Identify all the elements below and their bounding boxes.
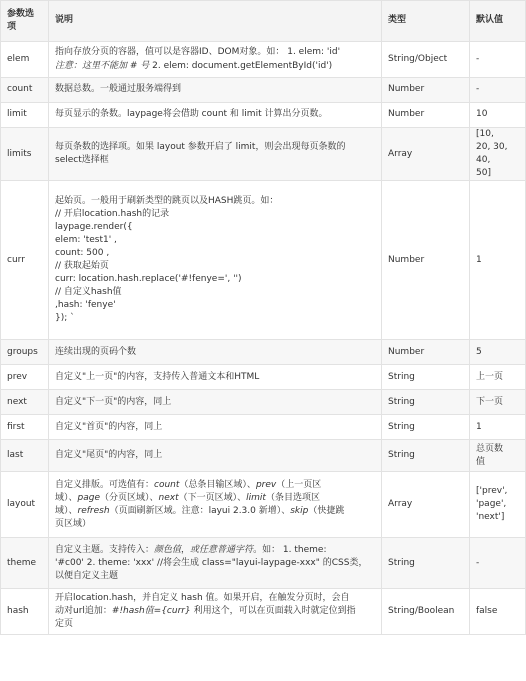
table-row [1, 103, 526, 128]
table-row [1, 440, 526, 472]
param-name: limits [1, 128, 49, 181]
param-default: 10 [470, 103, 526, 128]
table-row [1, 340, 526, 365]
param-description: 自定义"首页"的内容，同上 [49, 415, 382, 440]
param-type: String [382, 390, 470, 415]
param-description: 起始页。一般用于刷新类型的跳页以及HASH跳页。如： // 开启location.hash的记录 laypage.render({ elem: 'test1' , count: 500 , // 获取起始页 curr: location.hash.replace('#!fenye=', '') // 自定义hash值 ,hash: 'fenye' }); ` [49, 181, 382, 340]
table-row [1, 128, 526, 181]
param-type: Array [382, 472, 470, 538]
param-type: String [382, 440, 470, 472]
header-default: 默认值 [470, 1, 526, 42]
param-name: count [1, 78, 49, 103]
param-type: Number [382, 103, 470, 128]
header-desc: 说明 [49, 1, 382, 42]
param-type: String/Boolean [382, 589, 470, 635]
param-description: 连续出现的页码个数 [49, 340, 382, 365]
param-name: groups [1, 340, 49, 365]
param-default: ['prev', 'page', 'next'] [470, 472, 526, 538]
param-type: String [382, 415, 470, 440]
param-description: 开启location.hash，并自定义 hash 值。如果开启，在触发分页时，会自 动对url追加：#!hash值={curr} 利用这个，可以在页面载入时就定位到指 定页 [49, 589, 382, 635]
param-default: - [470, 78, 526, 103]
param-name: layout [1, 472, 49, 538]
param-name: curr [1, 181, 49, 340]
param-default: 总页数 值 [470, 440, 526, 472]
table-row [1, 390, 526, 415]
table-row [1, 42, 526, 78]
param-name: first [1, 415, 49, 440]
param-default: 上一页 [470, 365, 526, 390]
param-name: prev [1, 365, 49, 390]
param-type: Array [382, 128, 470, 181]
param-description: 每页显示的条数。laypage将会借助 count 和 limit 计算出分页数。 [49, 103, 382, 128]
param-description: 自定义"下一页"的内容，同上 [49, 390, 382, 415]
param-type: String [382, 538, 470, 589]
param-default: 1 [470, 415, 526, 440]
param-name: last [1, 440, 49, 472]
param-description: 指向存放分页的容器，值可以是容器ID、DOM对象。如： 1. elem: 'id' 注意：这里不能加 # 号 2. elem: document.getElementById('id') [49, 42, 382, 78]
param-default: [10, 20, 30, 40, 50] [470, 128, 526, 181]
param-name: theme [1, 538, 49, 589]
param-default: 下一页 [470, 390, 526, 415]
table-row [1, 181, 526, 340]
param-description: 自定义主题。支持传入：颜色值，或任意普通字符。如： 1. theme: '#c00' 2. theme: 'xxx' //将会生成 class="layui-laypage-xxx" 的CSS类， 以便自定义主题 [49, 538, 382, 589]
table-row [1, 472, 526, 538]
param-description: 自定义"上一页"的内容，支持传入普通文本和HTML [49, 365, 382, 390]
param-description: 自定义"尾页"的内容，同上 [49, 440, 382, 472]
param-type: String/Object [382, 42, 470, 78]
param-default: 5 [470, 340, 526, 365]
param-description: 数据总数。一般通过服务端得到 [49, 78, 382, 103]
param-default: - [470, 538, 526, 589]
table-body [1, 42, 526, 635]
table-row [1, 365, 526, 390]
param-type: Number [382, 78, 470, 103]
param-default: - [470, 42, 526, 78]
table-row [1, 589, 526, 635]
table-row [1, 538, 526, 589]
header-type: 类型 [382, 1, 470, 42]
table-row [1, 415, 526, 440]
param-default: false [470, 589, 526, 635]
table-row [1, 78, 526, 103]
param-name: next [1, 390, 49, 415]
param-description: 每页条数的选择项。如果 layout 参数开启了 limit，则会出现每页条数的 select选择框 [49, 128, 382, 181]
header-param: 参数选项 [1, 1, 49, 42]
param-type: Number [382, 340, 470, 365]
param-description: 自定义排版。可选值有：count（总条目输区域）、prev（上一页区 域）、page（分页区域）、next（下一页区域）、limit（条目选项区 域）、refresh（页面刷新区域。注意：layui 2.3.0 新增）、skip（快捷跳 页区域） [49, 472, 382, 538]
param-name: hash [1, 589, 49, 635]
param-name: limit [1, 103, 49, 128]
param-type: String [382, 365, 470, 390]
param-type: Number [382, 181, 470, 340]
param-name: elem [1, 42, 49, 78]
param-default: 1 [470, 181, 526, 340]
